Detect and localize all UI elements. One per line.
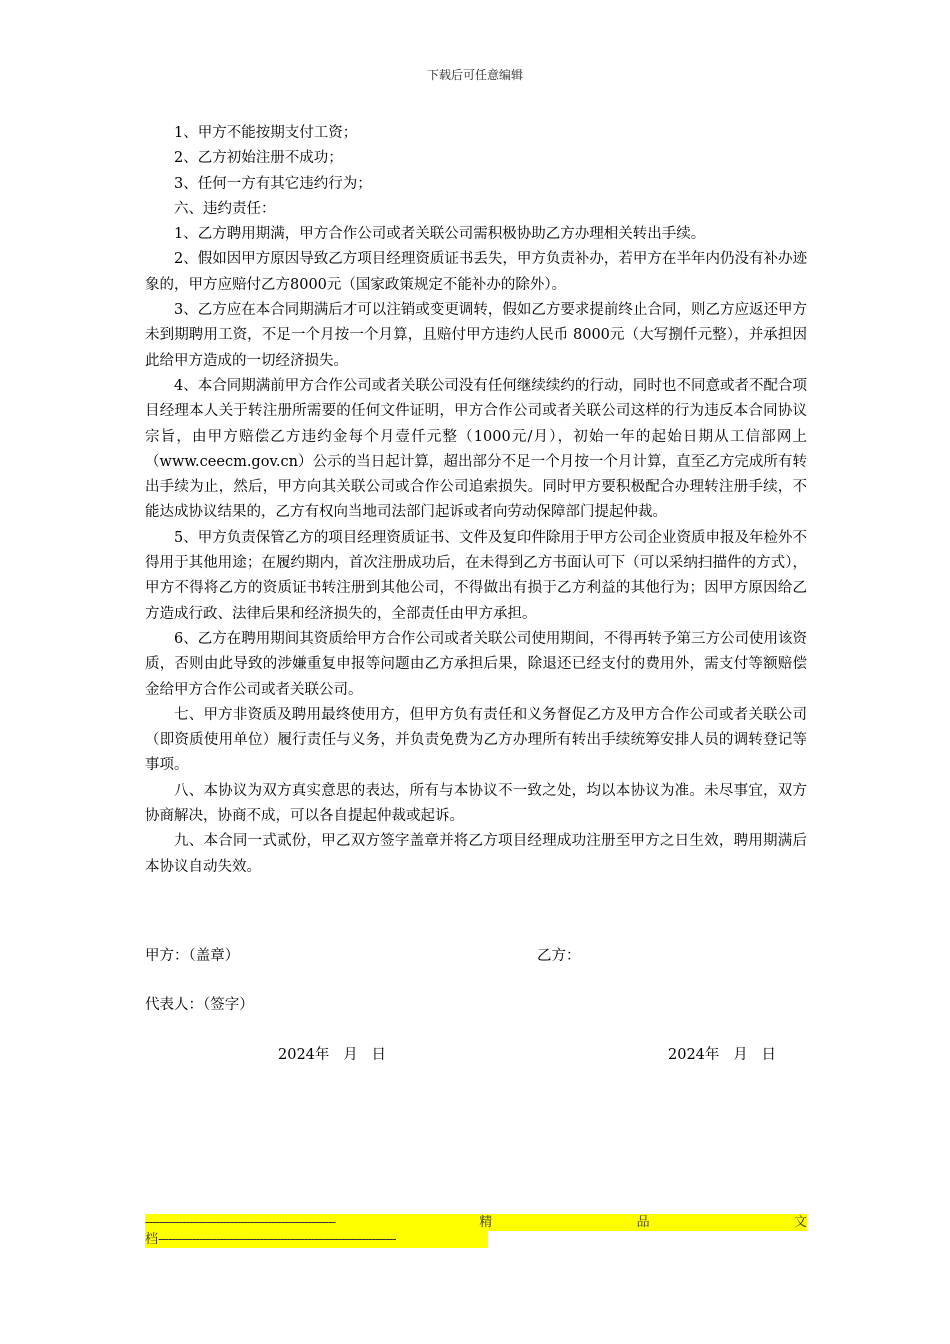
clause-paragraph: 3、乙方应在本合同期满后才可以注销或变更调转，假如乙方要求提前终止合同，则乙方应返还甲方未到期聘用工资，不足一个月按一个月算，且赔付甲方违约人民币 8000元（大写捌仟元整），并承担因此给甲方造成的一切经济损失。 — [145, 302, 807, 369]
clause-paragraph: 5、甲方负责保管乙方的项目经理资质证书、文件及复印件除用于甲方公司企业资质申报及年检外不得用于其他用途；在履约期内，首次注册成功后，在未得到乙方书面认可下（可以采纳扫描件的方式），甲方不得将乙方的资质证书转注册到其他公司，不得做出有损于乙方利益的其他行为；因甲方原因给乙方造成行政、法律后果和经济损失的，全部责任由甲方承担。 — [145, 529, 807, 622]
date-party-b: 2024年 月 日 — [668, 1047, 777, 1063]
footer-line-1 — [145, 1214, 807, 1231]
clause-paragraph: 九、本合同一式贰份，甲乙双方签字盖章并将乙方项目经理成功注册至甲方之日生效，聘用期满后本协议自动失效。 — [145, 833, 807, 875]
party-b-label: 乙方： — [537, 948, 581, 964]
footer-dashes: ---------------------------------------------------------------------- — [158, 1232, 396, 1247]
footer-char: 品 — [636, 1215, 650, 1230]
footer-line-2 — [145, 1231, 488, 1248]
footer-char: 档 — [145, 1232, 159, 1247]
footer-char: 文 — [793, 1215, 807, 1230]
clause-paragraph: 2、乙方初始注册不成功； — [174, 150, 343, 167]
clause-paragraph: 2、假如因甲方原因导致乙方项目经理资质证书丢失，甲方负责补办，若甲方在半年内仍没有补办迹象的，甲方应赔付乙方8000元（国家政策规定不能补办的除外）。 — [145, 251, 807, 293]
footer-watermark — [145, 1214, 807, 1253]
clause-paragraph: 1、甲方不能按期支付工资； — [174, 125, 358, 141]
clause-paragraph: 6、乙方在聘用期间其资质给甲方合作公司或者关联公司使用期间，不得再转予第三方公司使用该资质，否则由此导致的涉嫌重复申报等问题由乙方承担后果，除退还已经支付的费用外，需支付等额赔偿金给甲方合作公司或者关联公司。 — [145, 630, 807, 698]
clause-paragraph: 八、本协议为双方真实意思的表达，所有与本协议不一致之处，均以本协议为准。未尽事宜，双方协商解决，协商不成，可以各自提起仲裁或起诉。 — [145, 782, 807, 825]
footer-dashes: -------------------------------------------------------- — [145, 1215, 335, 1230]
section-heading: 六、违约责任： — [174, 200, 276, 217]
representative-label: 代表人：（签字） — [145, 997, 254, 1013]
page-header: 下载后可任意编辑 — [426, 68, 523, 82]
date-party-a: 2024年 月 日 — [278, 1047, 387, 1063]
clause-paragraph: 4、本合同期满前甲方合作公司或者关联公司没有任何继续续约的行动，同时也不同意或者不配合项目经理本人关于转注册所需要的任何文件证明，甲方合作公司或者关联公司这样的行为违反本合同协议宗旨，由甲方赔偿乙方违约金每个月壹仟元整（1000元/月），初始一年的起始日期从工信部网上（www.ceecm.gov.cn）公示的当日起计算，超出部分不足一个月按一个月计算，直至乙方完成所有转出手续为止，然后，甲方向其关联公司或合作公司追索损失。同时甲方要积极配合办理转注册手续，不能达成协议结果的，乙方有权向当地司法部门起诉或者向劳动保障部门提起仲裁。 — [145, 377, 807, 521]
clause-paragraph: 1、乙方聘用期满，甲方合作公司或者关联公司需积极协助乙方办理相关转出手续。 — [174, 226, 706, 243]
contract-body — [145, 121, 807, 880]
clause-paragraph: 3、任何一方有其它违约行为； — [174, 175, 372, 192]
clause-paragraph: 七、甲方非资质及聘用最终使用方，但甲方负有责任和义务督促乙方及甲方合作公司或者关联公司（即资质使用单位）履行责任与义务，并负责免费为乙方办理所有转出手续统筹安排人员的调转登记等事项。 — [145, 706, 807, 774]
party-a-label: 甲方：（盖章） — [145, 948, 240, 964]
footer-char: 精 — [479, 1215, 493, 1230]
